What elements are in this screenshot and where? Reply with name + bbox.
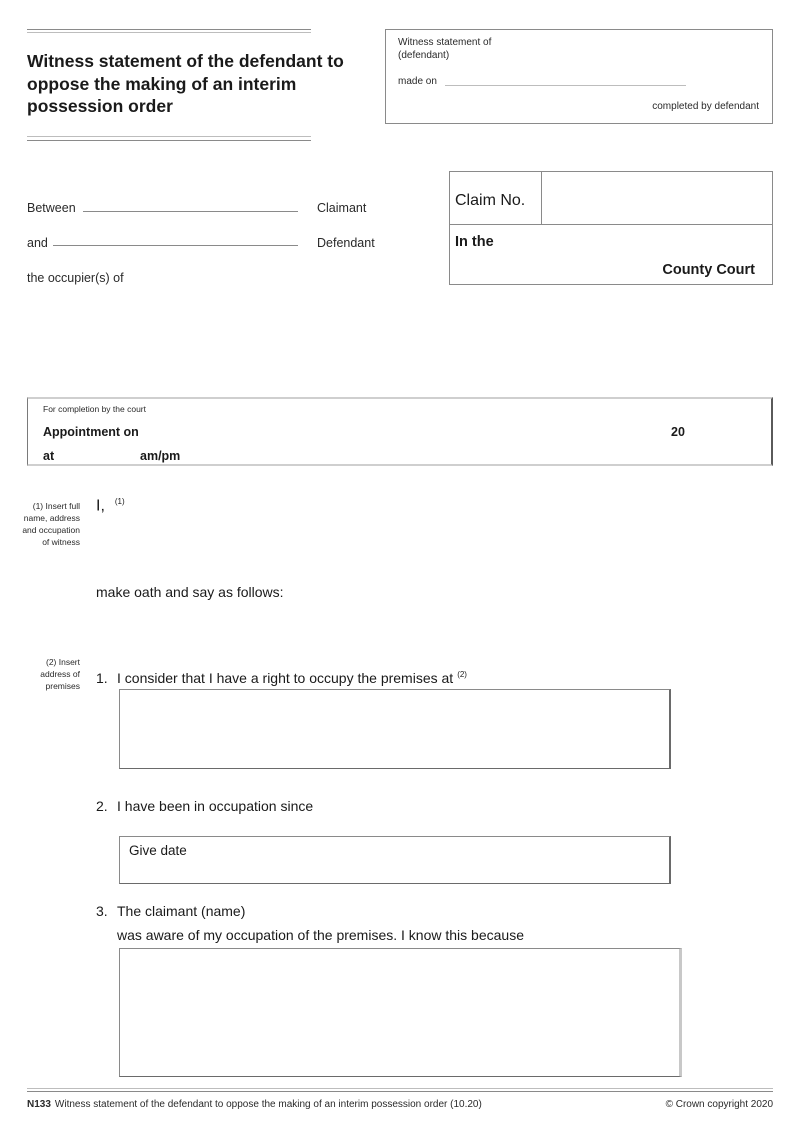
page-title: Witness statement of the defendant to oppose the making of an interim possession order [27, 51, 344, 116]
form-title: Witness statement of the defendant to oppose the making of an interim possession order (10.20) [54, 1099, 482, 1110]
margin-note-2: (2) Insert address of premises [40, 657, 80, 691]
oath-text: make oath and say as follows: [96, 584, 284, 600]
occupation-date-field[interactable] [119, 836, 671, 884]
claim-no-field[interactable] [543, 173, 771, 223]
footer [27, 1099, 773, 1110]
court-completion-box [27, 397, 773, 466]
defendant-name-field[interactable] [53, 245, 298, 246]
claim-box [449, 171, 773, 285]
appointment-ampm-label: am/pm [140, 449, 181, 463]
statement-of-line2: (defendant) [398, 49, 450, 61]
defendant-label: Defendant [317, 236, 375, 250]
occupation-date-placeholder: Give date [129, 843, 187, 858]
item-3-number: 3. [96, 903, 108, 919]
premises-address-field[interactable] [119, 689, 671, 769]
completed-by-note: completed by defendant [652, 101, 759, 112]
claimant-awareness-field[interactable] [119, 948, 682, 1077]
appointment-year-prefix: 20 [671, 425, 685, 439]
top-rule-2 [27, 32, 311, 33]
margin-note-1: (1) Insert full name, address and occupation of witness [22, 501, 80, 547]
claim-box-divider [450, 224, 772, 225]
in-the-label: In the [455, 234, 494, 250]
title-rule-1 [27, 136, 311, 137]
claimant-label: Claimant [317, 201, 367, 215]
item-1-number: 1. [96, 670, 108, 686]
court-box-caption: For completion by the court [43, 404, 146, 414]
copyright: © Crown copyright 2020 [665, 1099, 773, 1110]
item-2-number: 2. [96, 798, 108, 814]
top-rule-1 [27, 29, 311, 30]
county-court-label: County Court [662, 262, 755, 278]
footer-rule-2 [27, 1091, 773, 1092]
statement-of-line1: Witness statement of [398, 37, 492, 48]
made-on-label: made on [398, 76, 437, 87]
i-footnote-ref: (1) [114, 497, 125, 506]
statement-info-box [385, 29, 773, 124]
appointment-at-label: at [43, 449, 55, 463]
and-label: and [27, 236, 48, 250]
made-on-field[interactable] [445, 85, 686, 86]
item-2-text: I have been in occupation since [117, 798, 314, 814]
item-3-text: The claimant (name) [117, 903, 246, 919]
occupier-label: the occupier(s) of [27, 271, 124, 285]
claim-no-divider [541, 172, 542, 224]
title-rule-2 [27, 140, 311, 141]
statement-of-label [398, 37, 491, 62]
claim-no-label: Claim No. [455, 192, 526, 209]
item-1-text [117, 670, 467, 686]
witness-details-field[interactable] [118, 497, 718, 577]
form-code: N133 [27, 1099, 51, 1110]
item-1-text-main: I consider that I have a right to occupy the premises at [117, 670, 454, 686]
item-3-continuation: was aware of my occupation of the premises. I know this because [117, 927, 524, 943]
between-label: Between [27, 201, 76, 215]
claimant-name-field[interactable] [83, 211, 298, 212]
item-1-footnote-ref: (2) [457, 670, 467, 680]
i-text: I, [96, 497, 105, 515]
footer-rule-1 [27, 1088, 773, 1089]
appointment-on-label: Appointment on [43, 425, 139, 439]
